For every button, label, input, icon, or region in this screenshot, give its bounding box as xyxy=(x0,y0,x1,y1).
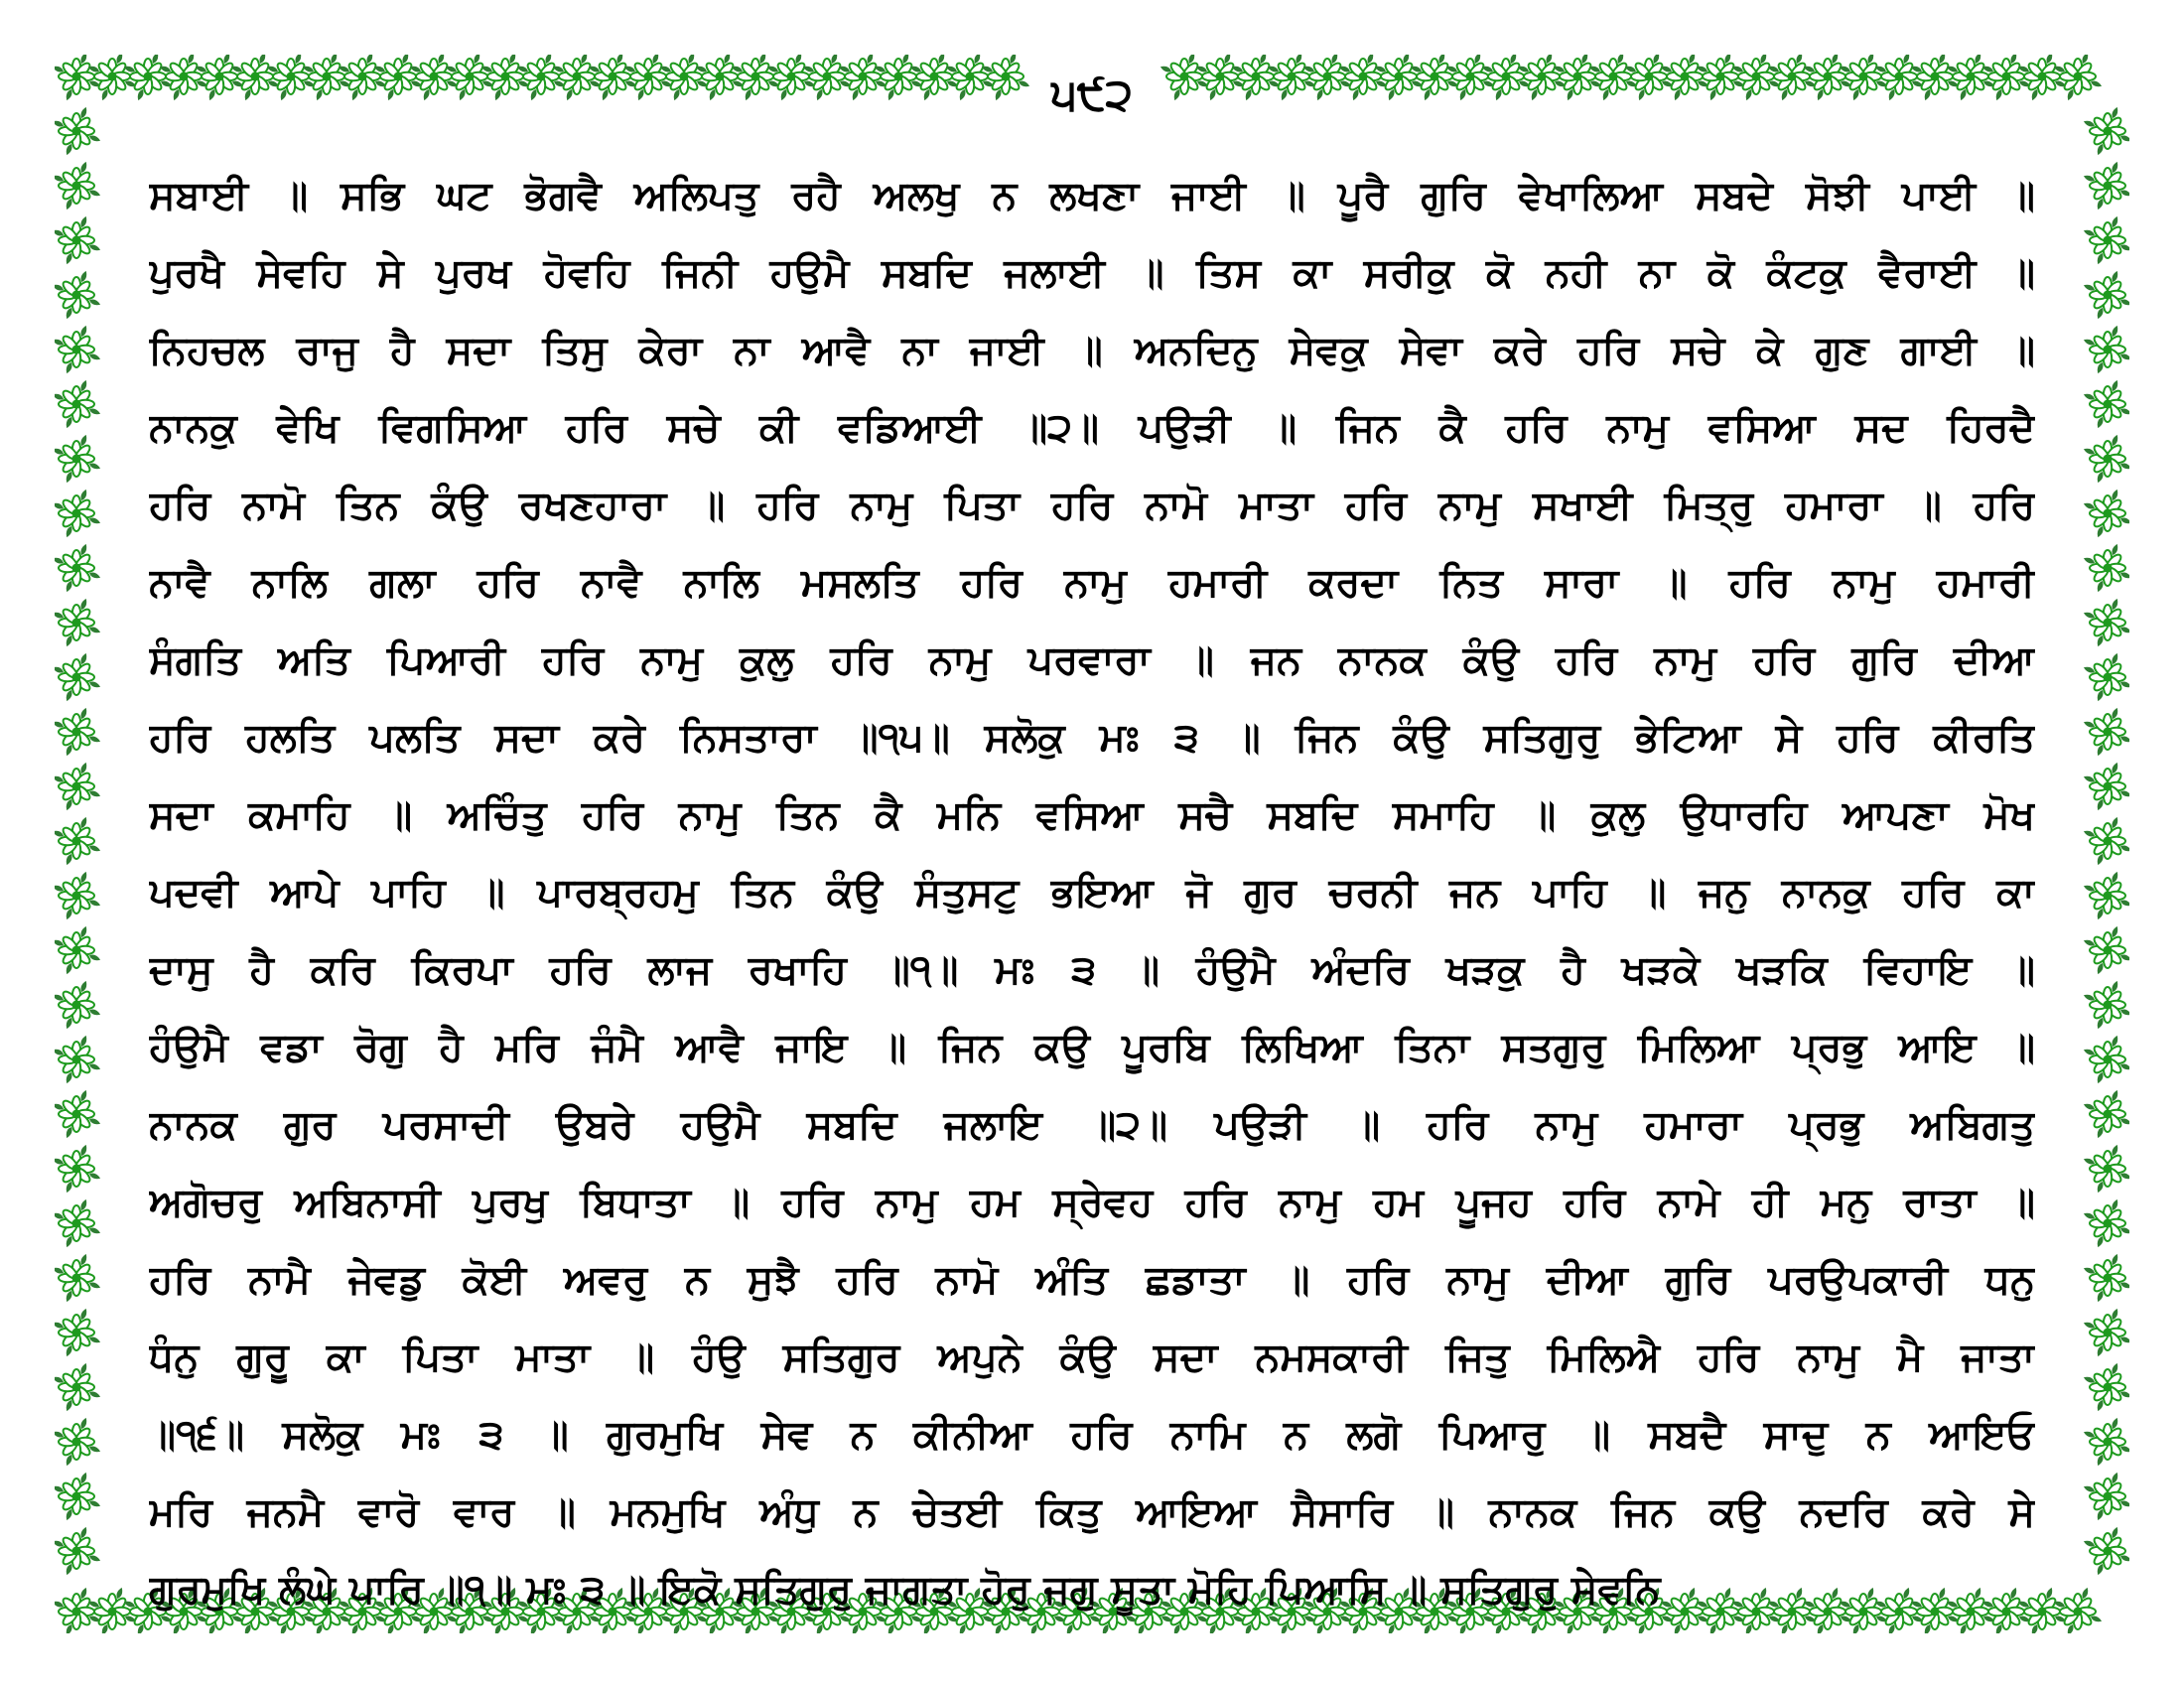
text-line: ਸੰਗਤਿ ਅਤਿ ਪਿਆਰੀ ਹਰਿ ਨਾਮੁ ਕੁਲੁ ਹਰਿ ਨਾਮੁ ਪਰਵਾਰਾ ॥ ਜਨ ਨਾਨਕ ਕੰਉ ਹਰਿ ਨਾਮੁ ਹਰਿ ਗੁਰਿ ਦੀਆ xyxy=(149,637,2035,683)
text-line: ਨਾਨਕੁ ਵੇਖਿ ਵਿਗਸਿਆ ਹਰਿ ਸਚੇ ਕੀ ਵਡਿਆਈ ॥੨॥ ਪਉੜੀ ॥ ਜਿਨ ਕੈ ਹਰਿ ਨਾਮੁ ਵਸਿਆ ਸਦ ਹਿਰਦੈ xyxy=(149,405,2035,451)
text-line: ਮਰਿ ਜਨਮੈ ਵਾਰੋ ਵਾਰ ॥ ਮਨਮੁਖਿ ਅੰਧੁ ਨ ਚੇਤਈ ਕਿਤੁ ਆਇਆ ਸੈਸਾਰਿ ॥ ਨਾਨਕ ਜਿਨ ਕਉ ਨਦਰਿ ਕਰੇ ਸੇ xyxy=(149,1489,2035,1535)
text-line: ਹੰਉਮੈ ਵਡਾ ਰੋਗੁ ਹੈ ਮਰਿ ਜੰਮੈ ਆਵੈ ਜਾਇ ॥ ਜਿਨ ਕਉ ਪੂਰਬਿ ਲਿਖਿਆ ਤਿਨਾ ਸਤਗੁਰੁ ਮਿਲਿਆ ਪ੍ਰਭੁ ਆਇ ॥ xyxy=(149,1025,2035,1070)
text-line: ਪਦਵੀ ਆਪੇ ਪਾਹਿ ॥ ਪਾਰਬ੍ਰਹਮੁ ਤਿਨ ਕੰਉ ਸੰਤੁਸਟੁ ਭਇਆ ਜੋ ਗੁਰ ਚਰਨੀ ਜਨ ਪਾਹਿ ॥ ਜਨੁ ਨਾਨਕੁ ਹਰਿ ਕਾ xyxy=(149,870,2035,915)
text-line: ਹਰਿ ਹਲਤਿ ਪਲਤਿ ਸਦਾ ਕਰੇ ਨਿਸਤਾਰਾ ॥੧੫॥ ਸਲੋਕੁ ਮਃ ੩ ॥ ਜਿਨ ਕੰਉ ਸਤਿਗੁਰੁ ਭੇਟਿਆ ਸੇ ਹਰਿ ਕੀਰਤਿ xyxy=(149,715,2035,761)
text-line: ਸਦਾ ਕਮਾਹਿ ॥ ਅਚਿੰਤੁ ਹਰਿ ਨਾਮੁ ਤਿਨ ਕੈ ਮਨਿ ਵਸਿਆ ਸਚੈ ਸਬਦਿ ਸਮਾਹਿ ॥ ਕੁਲੁ ਉਧਾਰਹਿ ਆਪਣਾ ਮੋਖ xyxy=(149,792,2035,838)
text-line: ਦਾਸੁ ਹੈ ਕਰਿ ਕਿਰਪਾ ਹਰਿ ਲਾਜ ਰਖਾਹਿ ॥੧॥ ਮਃ ੩ ॥ ਹੰਉਮੈ ਅੰਦਰਿ ਖੜਕੁ ਹੈ ਖੜਕੇ ਖੜਕਿ ਵਿਹਾਇ ॥ xyxy=(149,947,2035,993)
scripture-text xyxy=(149,157,2035,1628)
text-line: ਨਾਵੈ ਨਾਲਿ ਗਲਾ ਹਰਿ ਨਾਵੈ ਨਾਲਿ ਮਸਲਤਿ ਹਰਿ ਨਾਮੁ ਹਮਾਰੀ ਕਰਦਾ ਨਿਤ ਸਾਰਾ ॥ ਹਰਿ ਨਾਮੁ ਹਮਾਰੀ xyxy=(149,560,2035,606)
text-line: ਪੁਰਖੈ ਸੇਵਹਿ ਸੇ ਪੁਰਖ ਹੋਵਹਿ ਜਿਨੀ ਹਉਮੈ ਸਬਦਿ ਜਲਾਈ ॥ ਤਿਸ ਕਾ ਸਰੀਕੁ ਕੋ ਨਹੀ ਨਾ ਕੋ ਕੰਟਕੁ ਵੈਰਾਈ ॥ xyxy=(149,250,2035,296)
text-line: ਅਗੋਚਰੁ ਅਬਿਨਾਸੀ ਪੁਰਖੁ ਬਿਧਾਤਾ ॥ ਹਰਿ ਨਾਮੁ ਹਮ ਸ੍ਰੇਵਹ ਹਰਿ ਨਾਮੁ ਹਮ ਪੂਜਹ ਹਰਿ ਨਾਮੇ ਹੀ ਮਨੁ ਰਾਤਾ ॥ xyxy=(149,1180,2035,1225)
text-line: ਹਰਿ ਨਾਮੋ ਤਿਨ ਕੰਉ ਰਖਣਹਾਰਾ ॥ ਹਰਿ ਨਾਮੁ ਪਿਤਾ ਹਰਿ ਨਾਮੋ ਮਾਤਾ ਹਰਿ ਨਾਮੁ ਸਖਾਈ ਮਿਤ੍ਰੁ ਹਮਾਰਾ ॥ ਹਰਿ xyxy=(149,483,2035,528)
text-line: ਧੰਨੁ ਗੁਰੂ ਕਾ ਪਿਤਾ ਮਾਤਾ ॥ ਹੰਉ ਸਤਿਗੁਰ ਅਪੁਨੇ ਕੰਉ ਸਦਾ ਨਮਸਕਾਰੀ ਜਿਤੁ ਮਿਲਿਐ ਹਰਿ ਨਾਮੁ ਮੈ ਜਾਤਾ xyxy=(149,1335,2035,1380)
text-line: ਨਾਨਕ ਗੁਰ ਪਰਸਾਦੀ ਉਬਰੇ ਹਉਮੈ ਸਬਦਿ ਜਲਾਇ ॥੨॥ ਪਉੜੀ ॥ ਹਰਿ ਨਾਮੁ ਹਮਾਰਾ ਪ੍ਰਭੁ ਅਬਿਗਤੁ xyxy=(149,1102,2035,1148)
text-line: ਨਿਹਚਲ ਰਾਜੁ ਹੈ ਸਦਾ ਤਿਸੁ ਕੇਰਾ ਨਾ ਆਵੈ ਨਾ ਜਾਈ ॥ ਅਨਦਿਨੁ ਸੇਵਕੁ ਸੇਵਾ ਕਰੇ ਹਰਿ ਸਚੇ ਕੇ ਗੁਣ ਗਾਈ ॥ xyxy=(149,328,2035,373)
text-line: ॥੧੬॥ ਸਲੋਕੁ ਮਃ ੩ ॥ ਗੁਰਮੁਖਿ ਸੇਵ ਨ ਕੀਨੀਆ ਹਰਿ ਨਾਮਿ ਨ ਲਗੋ ਪਿਆਰੁ ॥ ਸਬਦੈ ਸਾਦੁ ਨ ਆਇਓ xyxy=(149,1412,2035,1458)
text-line: ਗੁਰਮੁਖਿ ਲੰਘੇ ਪਾਰਿ ॥੧॥ ਮਃ ੩ ॥ ਇਕੋ ਸਤਿਗੁਰੁ ਜਾਗਤਾ ਹੋਰੁ ਜਗੁ ਸੂਤਾ ਮੋਹਿ ਪਿਆਸਿ ॥ ਸਤਿਗੁਰੁ ਸੇਵਨਿ xyxy=(149,1567,1661,1613)
text-line: ਸਬਾਈ ॥ ਸਭਿ ਘਟ ਭੋਗਵੈ ਅਲਿਪਤੁ ਰਹੈ ਅਲਖੁ ਨ ਲਖਣਾ ਜਾਈ ॥ ਪੂਰੈ ਗੁਰਿ ਵੇਖਾਲਿਆ ਸਬਦੇ ਸੋਝੀ ਪਾਈ ॥ xyxy=(149,173,2035,218)
text-line: ਹਰਿ ਨਾਮੈ ਜੇਵਡੁ ਕੋਈ ਅਵਰੁ ਨ ਸੁਝੈ ਹਰਿ ਨਾਮੋ ਅੰਤਿ ਛਡਾਤਾ ॥ ਹਰਿ ਨਾਮੁ ਦੀਆ ਗੁਰਿ ਪਰਉਪਕਾਰੀ ਧਨੁ xyxy=(149,1257,2035,1303)
page-number: ੫੯੨ xyxy=(1042,66,1142,125)
